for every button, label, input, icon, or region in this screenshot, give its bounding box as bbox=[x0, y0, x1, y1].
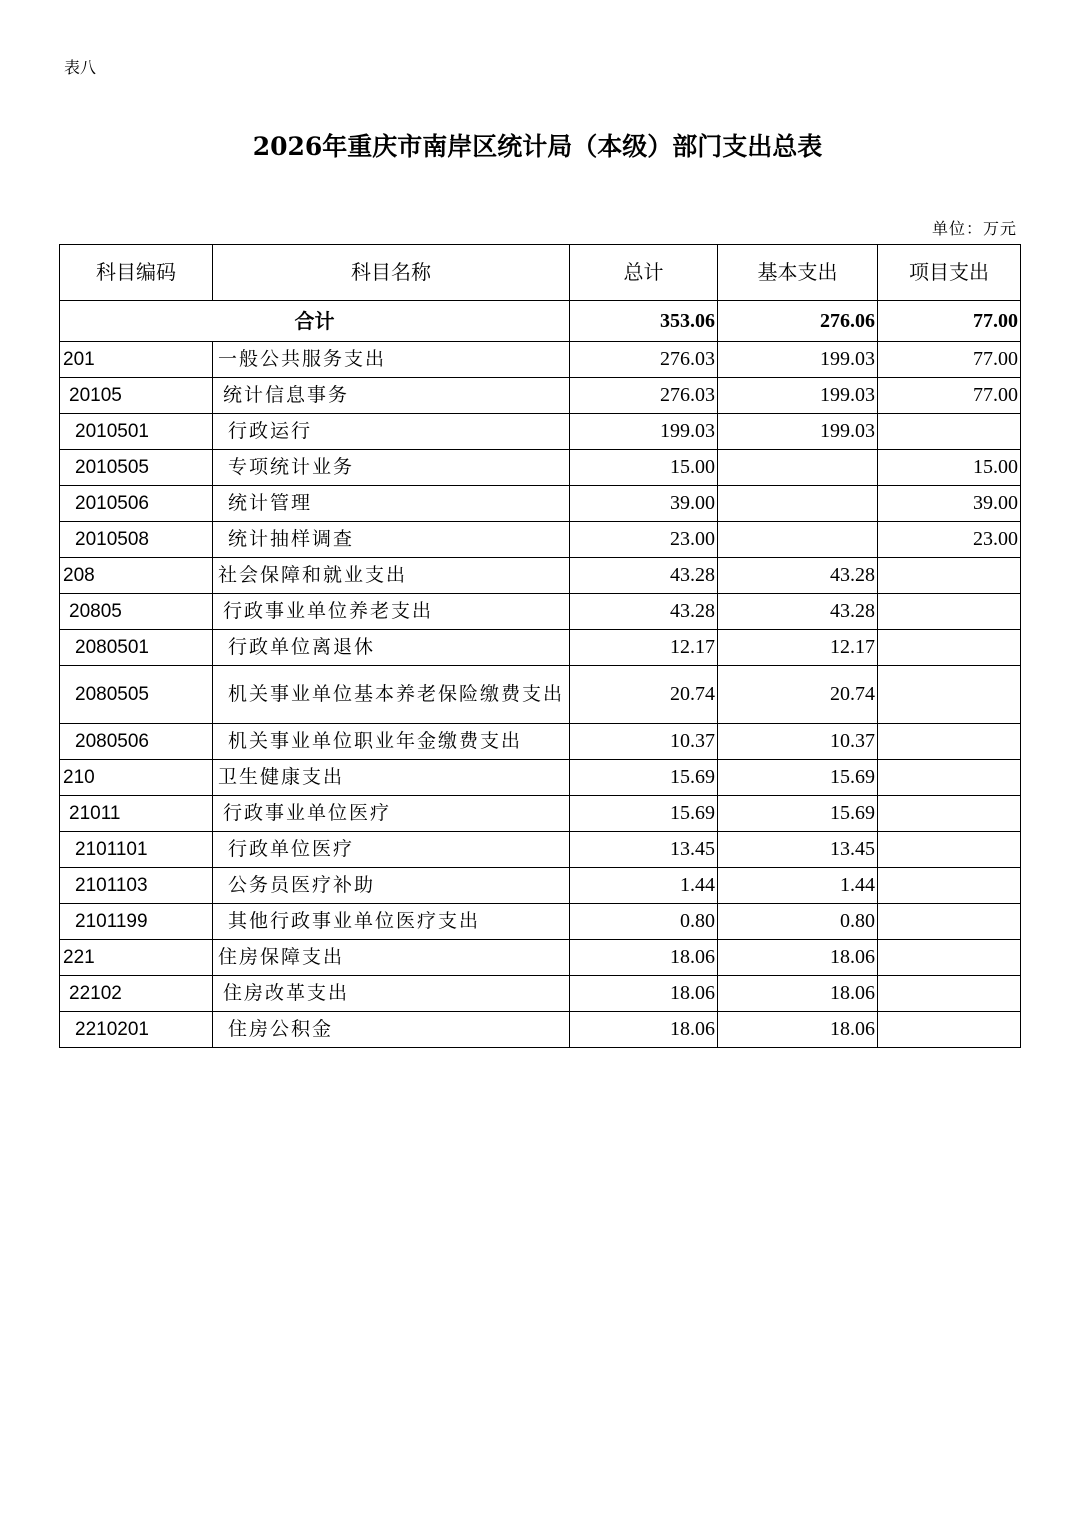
table-row bbox=[60, 630, 1021, 666]
row-total: 18.06 bbox=[570, 976, 718, 1012]
row-name: 统计管理 bbox=[213, 486, 570, 522]
row-basic: 199.03 bbox=[718, 378, 878, 414]
table-row bbox=[60, 724, 1021, 760]
column-header-code: 科目编码 bbox=[60, 245, 213, 301]
table-row bbox=[60, 1012, 1021, 1048]
row-project bbox=[878, 1012, 1021, 1048]
document-title: 2026年重庆市南岸区统计局（本级）部门支出总表 bbox=[252, 132, 823, 161]
row-code: 2010501 bbox=[60, 414, 213, 450]
row-project bbox=[878, 760, 1021, 796]
row-name: 卫生健康支出 bbox=[213, 760, 570, 796]
row-project: 15.00 bbox=[878, 450, 1021, 486]
row-project bbox=[878, 940, 1021, 976]
total-total: 353.06 bbox=[570, 301, 718, 342]
column-header-basic: 基本支出 bbox=[718, 245, 878, 301]
row-total: 18.06 bbox=[570, 1012, 718, 1048]
row-basic: 0.80 bbox=[718, 904, 878, 940]
table-row bbox=[60, 868, 1021, 904]
row-basic: 20.74 bbox=[718, 666, 878, 724]
row-name: 机关事业单位职业年金缴费支出 bbox=[213, 724, 570, 760]
row-basic: 13.45 bbox=[718, 832, 878, 868]
row-total: 15.69 bbox=[570, 760, 718, 796]
row-total: 10.37 bbox=[570, 724, 718, 760]
table-row bbox=[60, 904, 1021, 940]
unit-label: 单位：万元 bbox=[931, 219, 1017, 238]
row-total: 39.00 bbox=[570, 486, 718, 522]
row-basic: 199.03 bbox=[718, 414, 878, 450]
row-code: 2080501 bbox=[60, 630, 213, 666]
row-code: 201 bbox=[60, 342, 213, 378]
row-basic: 15.69 bbox=[718, 796, 878, 832]
row-name: 行政单位医疗 bbox=[213, 832, 570, 868]
total-label: 合计 bbox=[60, 301, 570, 342]
table-row bbox=[60, 976, 1021, 1012]
table-row bbox=[60, 940, 1021, 976]
table-row bbox=[60, 342, 1021, 378]
row-name: 行政单位离退休 bbox=[213, 630, 570, 666]
row-basic: 12.17 bbox=[718, 630, 878, 666]
row-total: 43.28 bbox=[570, 594, 718, 630]
column-header-project: 项目支出 bbox=[878, 245, 1021, 301]
row-total: 0.80 bbox=[570, 904, 718, 940]
row-project bbox=[878, 976, 1021, 1012]
table-row bbox=[60, 832, 1021, 868]
row-basic bbox=[718, 486, 878, 522]
row-name: 住房改革支出 bbox=[213, 976, 570, 1012]
row-basic: 199.03 bbox=[718, 342, 878, 378]
row-project: 77.00 bbox=[878, 342, 1021, 378]
row-code: 2101101 bbox=[60, 832, 213, 868]
row-code: 2010506 bbox=[60, 486, 213, 522]
row-project bbox=[878, 796, 1021, 832]
row-name: 行政事业单位养老支出 bbox=[213, 594, 570, 630]
row-total: 199.03 bbox=[570, 414, 718, 450]
row-total: 43.28 bbox=[570, 558, 718, 594]
row-project bbox=[878, 832, 1021, 868]
table-row bbox=[60, 450, 1021, 486]
row-project bbox=[878, 904, 1021, 940]
table-row bbox=[60, 486, 1021, 522]
row-project: 23.00 bbox=[878, 522, 1021, 558]
column-header-total: 总计 bbox=[570, 245, 718, 301]
table-row bbox=[60, 594, 1021, 630]
row-name: 行政事业单位医疗 bbox=[213, 796, 570, 832]
row-project: 39.00 bbox=[878, 486, 1021, 522]
row-name: 统计抽样调查 bbox=[213, 522, 570, 558]
row-total: 18.06 bbox=[570, 940, 718, 976]
row-name: 统计信息事务 bbox=[213, 378, 570, 414]
row-basic: 18.06 bbox=[718, 1012, 878, 1048]
row-code: 20805 bbox=[60, 594, 213, 630]
row-name: 专项统计业务 bbox=[213, 450, 570, 486]
row-code: 2010508 bbox=[60, 522, 213, 558]
row-total: 13.45 bbox=[570, 832, 718, 868]
row-project bbox=[878, 414, 1021, 450]
table-row bbox=[60, 760, 1021, 796]
row-total: 15.00 bbox=[570, 450, 718, 486]
expenditure-table bbox=[59, 244, 1021, 1048]
row-basic bbox=[718, 450, 878, 486]
row-total: 1.44 bbox=[570, 868, 718, 904]
row-code: 221 bbox=[60, 940, 213, 976]
total-row bbox=[60, 301, 1021, 342]
row-total: 20.74 bbox=[570, 666, 718, 724]
row-basic: 43.28 bbox=[718, 594, 878, 630]
total-basic: 276.06 bbox=[718, 301, 878, 342]
table-row bbox=[60, 666, 1021, 724]
row-total: 23.00 bbox=[570, 522, 718, 558]
row-code: 2101199 bbox=[60, 904, 213, 940]
row-basic: 18.06 bbox=[718, 940, 878, 976]
row-basic: 10.37 bbox=[718, 724, 878, 760]
row-name: 住房公积金 bbox=[213, 1012, 570, 1048]
row-total: 276.03 bbox=[570, 342, 718, 378]
row-code: 22102 bbox=[60, 976, 213, 1012]
row-project: 77.00 bbox=[878, 378, 1021, 414]
table-row bbox=[60, 558, 1021, 594]
table-row bbox=[60, 378, 1021, 414]
row-name: 行政运行 bbox=[213, 414, 570, 450]
total-project: 77.00 bbox=[878, 301, 1021, 342]
row-code: 2010505 bbox=[60, 450, 213, 486]
row-basic: 15.69 bbox=[718, 760, 878, 796]
row-code: 21011 bbox=[60, 796, 213, 832]
row-name: 公务员医疗补助 bbox=[213, 868, 570, 904]
row-basic bbox=[718, 522, 878, 558]
table-row bbox=[60, 522, 1021, 558]
table-label: 表八 bbox=[64, 58, 97, 77]
row-name: 其他行政事业单位医疗支出 bbox=[213, 904, 570, 940]
row-project bbox=[878, 594, 1021, 630]
row-code: 20105 bbox=[60, 378, 213, 414]
column-header-name: 科目名称 bbox=[213, 245, 570, 301]
row-code: 2080506 bbox=[60, 724, 213, 760]
row-basic: 1.44 bbox=[718, 868, 878, 904]
row-project bbox=[878, 868, 1021, 904]
header-row bbox=[60, 245, 1021, 301]
row-project bbox=[878, 630, 1021, 666]
row-name: 机关事业单位基本养老保险缴费支出 bbox=[213, 666, 570, 724]
table-row bbox=[60, 414, 1021, 450]
row-code: 2080505 bbox=[60, 666, 213, 724]
row-name: 一般公共服务支出 bbox=[213, 342, 570, 378]
row-project bbox=[878, 724, 1021, 760]
row-code: 2101103 bbox=[60, 868, 213, 904]
row-code: 210 bbox=[60, 760, 213, 796]
row-project bbox=[878, 666, 1021, 724]
row-project bbox=[878, 558, 1021, 594]
row-basic: 18.06 bbox=[718, 976, 878, 1012]
row-total: 12.17 bbox=[570, 630, 718, 666]
row-code: 2210201 bbox=[60, 1012, 213, 1048]
table-row bbox=[60, 796, 1021, 832]
row-basic: 43.28 bbox=[718, 558, 878, 594]
row-total: 15.69 bbox=[570, 796, 718, 832]
row-code: 208 bbox=[60, 558, 213, 594]
row-name: 社会保障和就业支出 bbox=[213, 558, 570, 594]
row-total: 276.03 bbox=[570, 378, 718, 414]
row-name: 住房保障支出 bbox=[213, 940, 570, 976]
